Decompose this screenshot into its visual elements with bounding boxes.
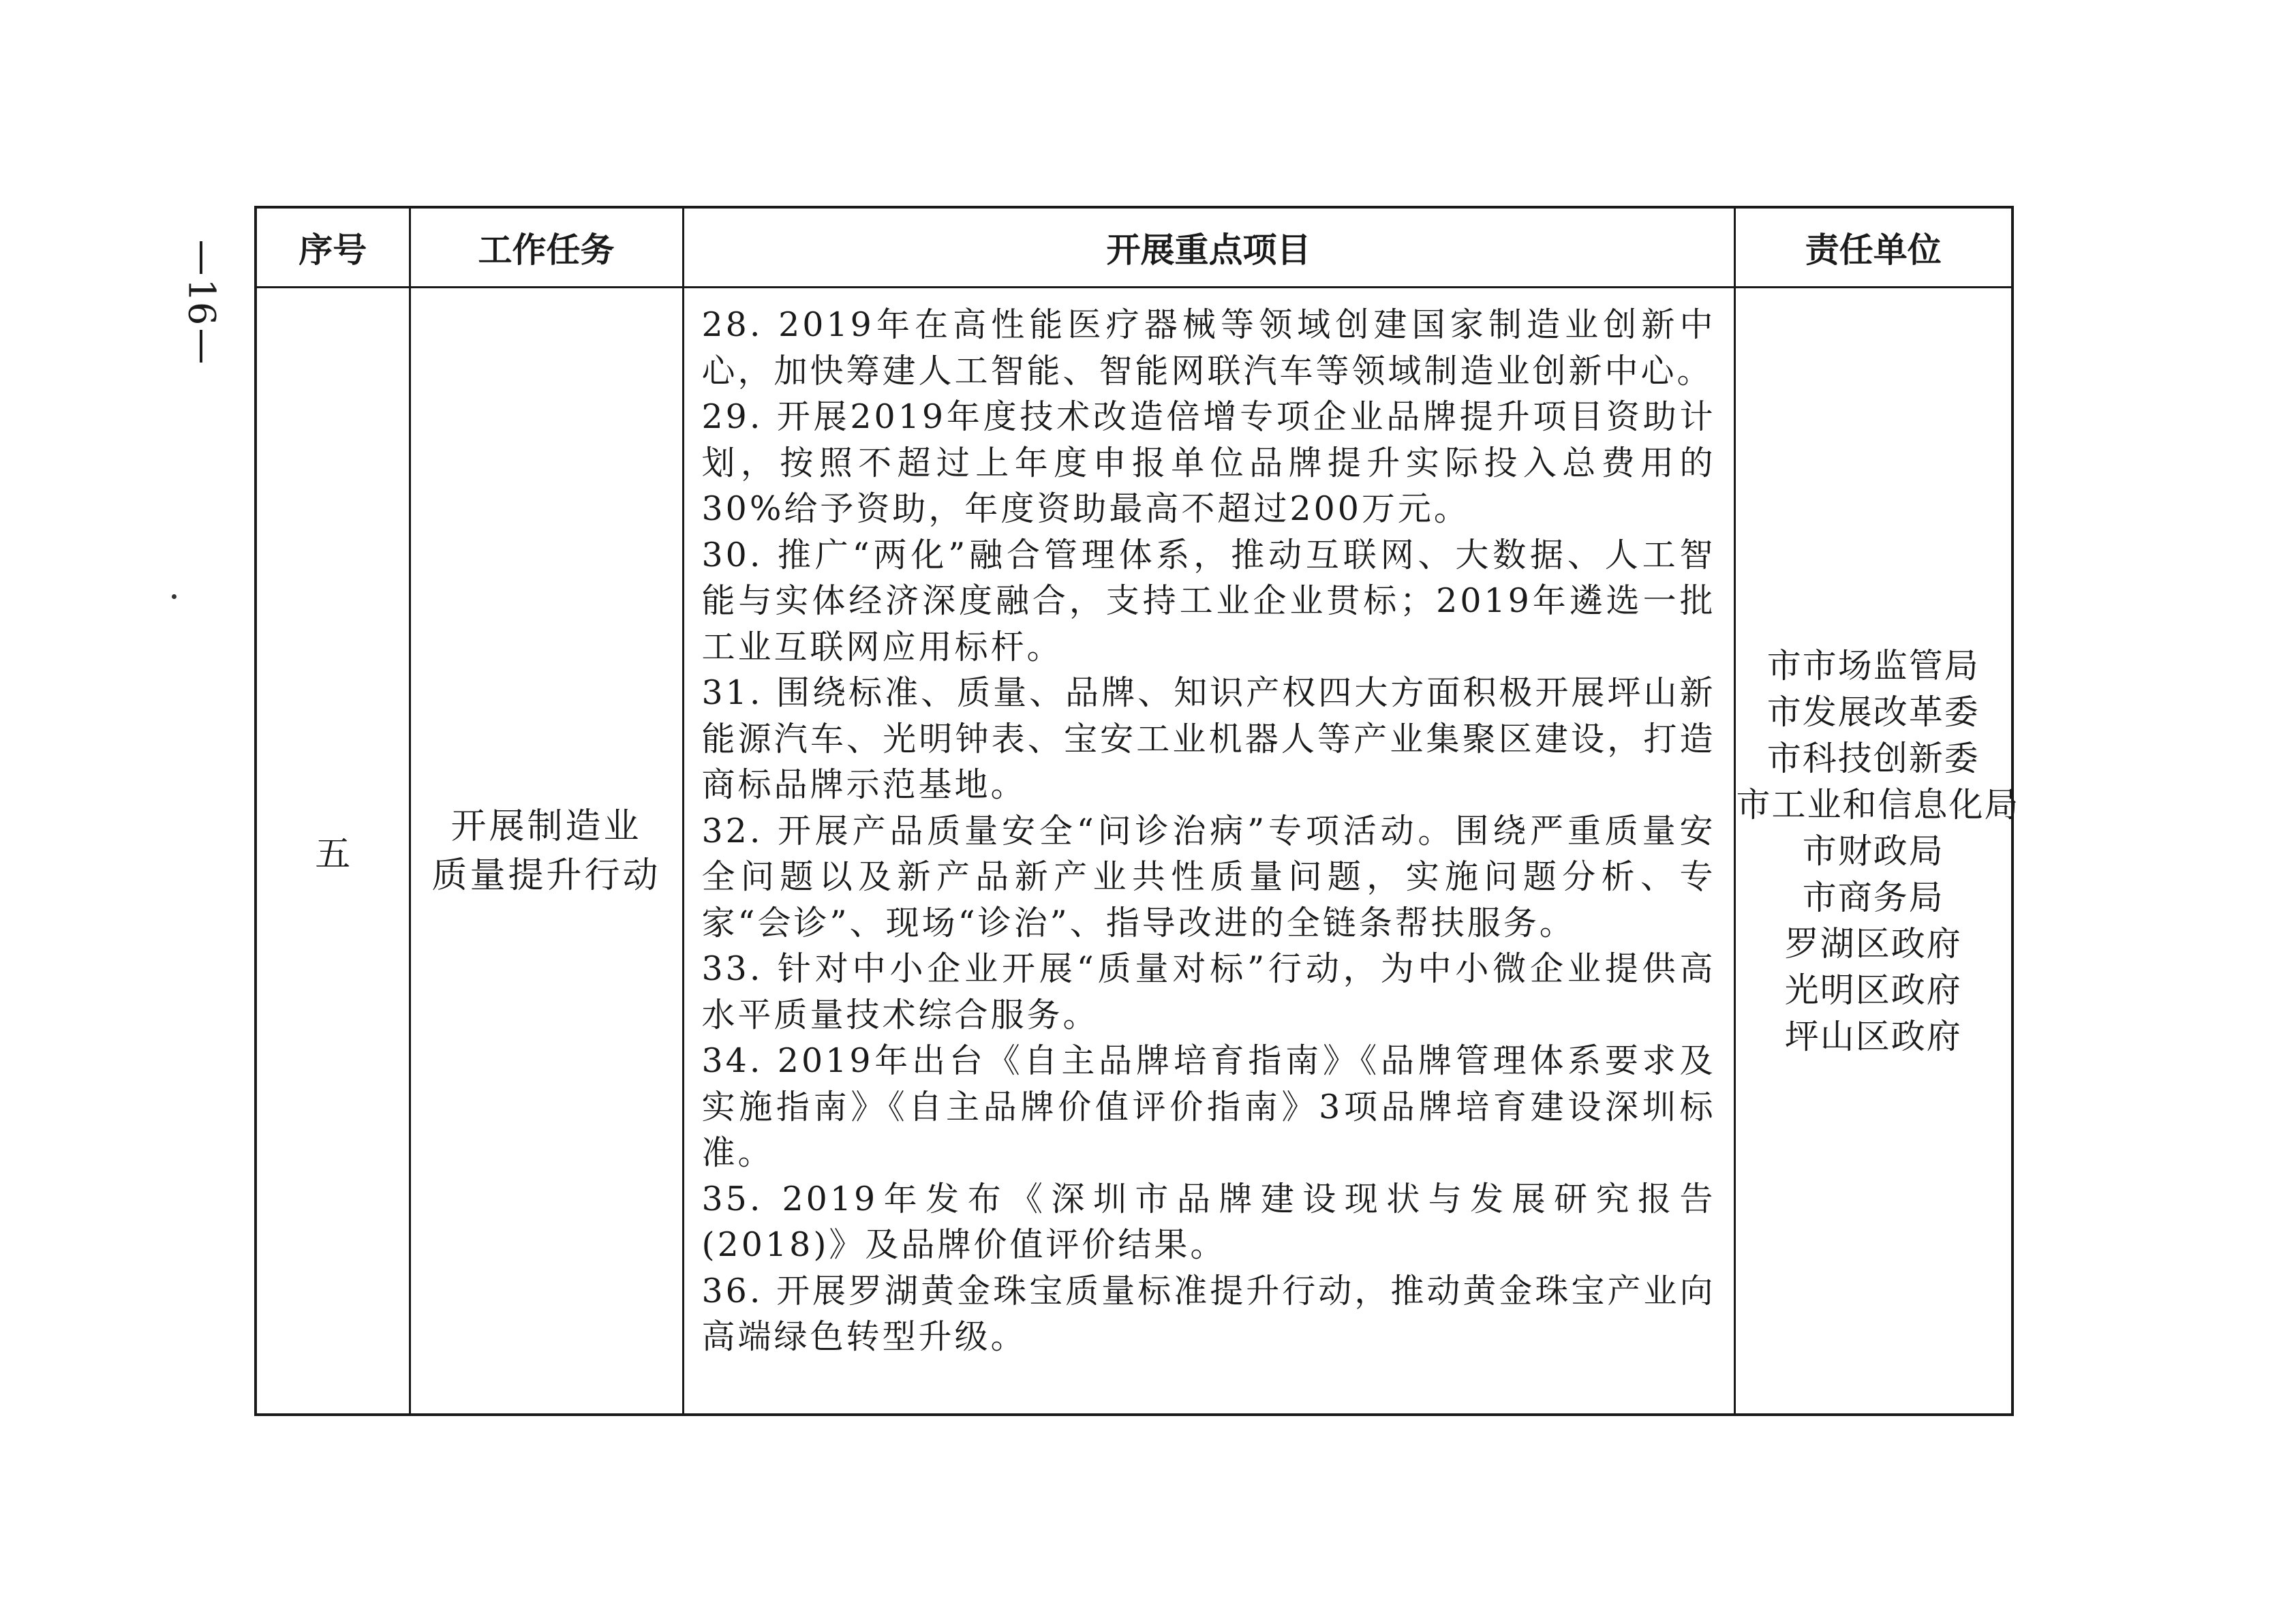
unit-item: 市发展改革委 <box>1766 692 1980 732</box>
index-cell <box>256 288 410 1415</box>
page-number <box>174 232 228 372</box>
project-item: 29. 开展2019年度技术改造倍增专项企业品牌提升项目资助计划，按照不超过上年度申报单位品牌提升实际投入总费用的30%给予资助，年度资助最高不超过200万元。 <box>701 397 1716 528</box>
unit-item: 市科技创新委 <box>1766 738 1980 778</box>
project-item: 33. 针对中小企业开展“质量对标”行动，为中小微企业提供高水平质量技术综合服务。 <box>701 949 1716 1034</box>
task-line: 开展制造业 <box>450 805 642 847</box>
header-units: 责任单位 <box>1734 207 2012 288</box>
scan-speck <box>172 594 177 599</box>
project-item: 35. 2019年发布《深圳市品牌建设现状与发展研究报告(2018)》及品牌价值评价结果。 <box>701 1179 1716 1264</box>
unit-item: 罗湖区政府 <box>1784 923 1962 964</box>
index-text: 五 <box>315 834 351 875</box>
page-number-dash-bottom <box>200 330 202 363</box>
page-number-dash-top <box>200 241 202 274</box>
unit-item: 光明区政府 <box>1784 970 1962 1010</box>
header-projects: 开展重点项目 <box>683 207 1734 288</box>
header-row <box>256 207 2012 288</box>
unit-item: 市财政局 <box>1802 831 1944 871</box>
project-item: 34. 2019年出台《自主品牌培育指南》《品牌管理体系要求及实施指南》《自主品牌价值评价指南》3项品牌培育建设深圳标准。 <box>701 1041 1716 1172</box>
task-line: 质量提升行动 <box>431 855 661 896</box>
unit-item: 坪山区政府 <box>1784 1016 1962 1056</box>
page-number-text: 16 <box>180 278 223 326</box>
unit-item: 市商务局 <box>1802 877 1944 917</box>
task-table <box>254 206 2020 1416</box>
projects-cell <box>683 288 1734 1415</box>
unit-item: 市市场监管局 <box>1766 645 1980 686</box>
project-item: 31. 围绕标准、质量、品牌、知识产权四大方面积极开展坪山新能源汽车、光明钟表、宝安工业机器人等产业集聚区建设，打造商标品牌示范基地。 <box>701 673 1716 804</box>
project-item: 28. 2019年在高性能医疗器械等领域创建国家制造业创新中心，加快筹建人工智能、智能网联汽车等领域制造业创新中心。 <box>701 305 1716 390</box>
task-text <box>412 802 682 900</box>
project-item: 36. 开展罗湖黄金珠宝质量标准提升行动，推动黄金珠宝产业向高端绿色转型升级。 <box>701 1271 1716 1356</box>
task-cell <box>410 288 683 1415</box>
unit-item: 市工业和信息化局 <box>1736 784 2020 825</box>
header-index: 序号 <box>256 207 410 288</box>
project-item: 30. 推广“两化”融合管理体系，推动互联网、大数据、人工智能与实体经济深度融合，支持工业企业贯标；2019年遴选一批工业互联网应用标杆。 <box>701 535 1716 666</box>
project-item: 32. 开展产品质量安全“问诊治病”专项活动。围绕严重质量安全问题以及新产品新产业共性质量问题，实施问题分析、专家“会诊”、现场“诊治”、指导改进的全链条帮扶服务。 <box>701 811 1716 942</box>
units-cell <box>1734 288 2020 1415</box>
table-row <box>256 288 2012 1415</box>
header-task: 工作任务 <box>410 207 683 288</box>
